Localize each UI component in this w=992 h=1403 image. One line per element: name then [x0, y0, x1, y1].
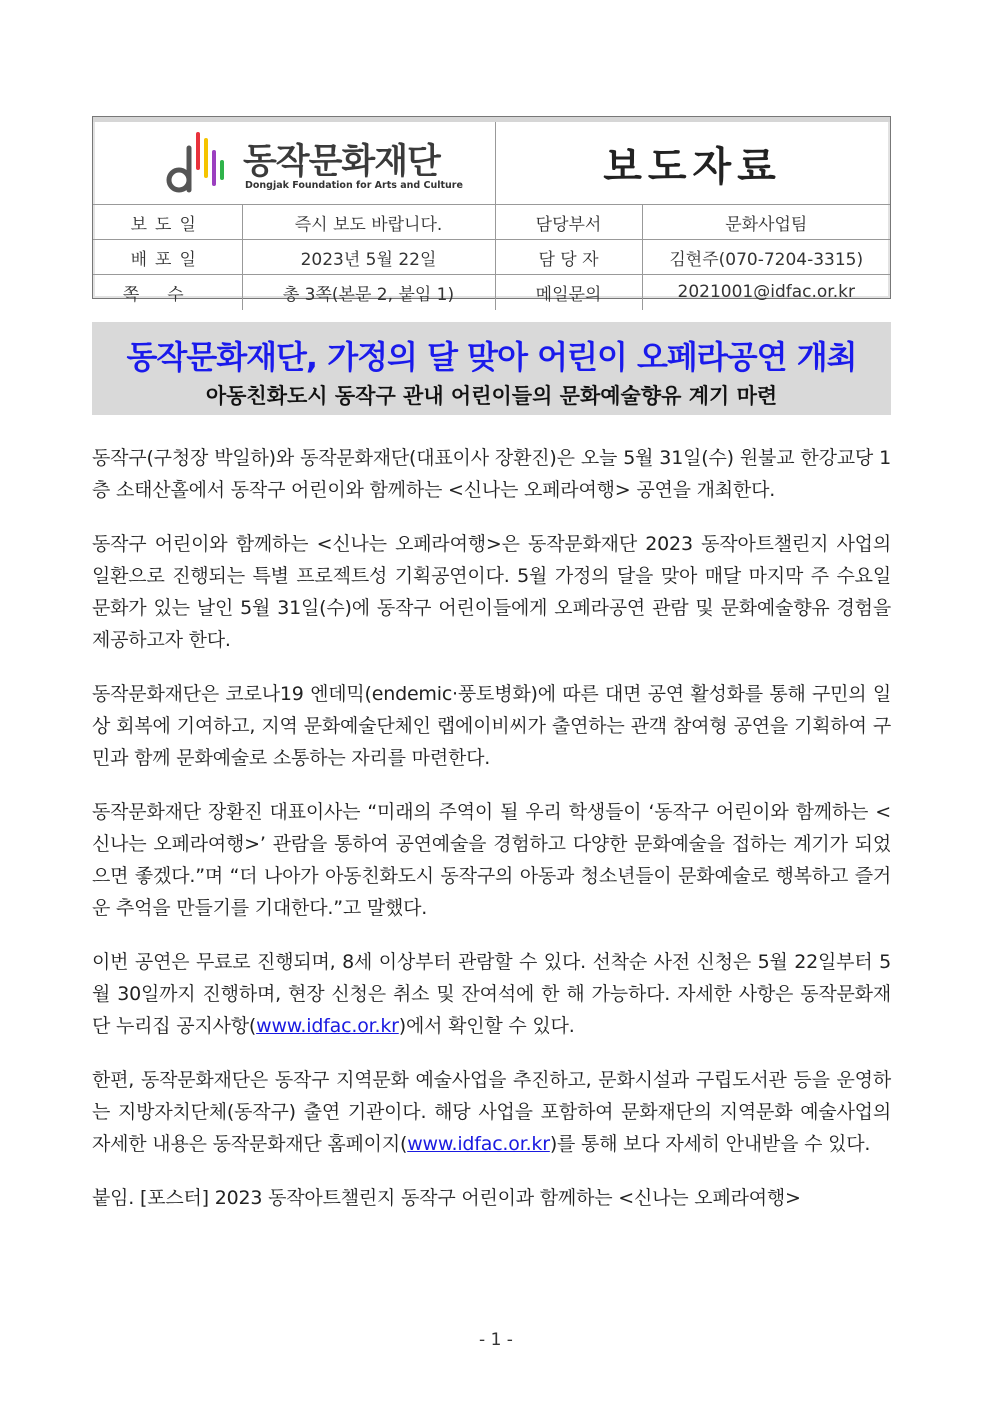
info-row [93, 240, 890, 275]
info-value: 김현주(070-7204-3315) [642, 240, 890, 275]
info-label: 쪽수 [93, 275, 242, 310]
press-release-header [92, 116, 891, 305]
info-label: 담당부서 [495, 205, 642, 240]
headline-box [92, 322, 891, 415]
paragraph: 동작문화재단 장환진 대표이사는 “미래의 주역이 될 우리 학생들이 ‘동작구 어린이와 함께하는 <신나는 오페라여행>’ 관람을 통하여 공연예술을 경험하고 다양한 문화예술을 접하는 계기가 되었으면 좋겠다.”며 “더 나아가 아동친화도시 동작구의 아동과 청소년들이 문화예술로 행복하고 즐거운 추억을 만들기를 기대한다.”고 말했다. [92, 801, 891, 919]
foundation-logo-icon [165, 128, 227, 194]
paragraph-text: 한편, 동작문화재단은 동작구 지역문화 예술사업을 추진하고, 문화시설과 구립도서관 등을 운영하는 지방자치단체(동작구) 출연 기관이다. 해당 사업을 포함하여 문화재단의 지역문화 예술사업의 자세한 내용은 동작문화재단 홈페이지( [92, 1069, 891, 1155]
website-link[interactable]: www.idfac.or.kr [256, 1015, 399, 1037]
doc-title: 보도자료 [603, 143, 782, 190]
page-number: - 1 - [479, 1330, 513, 1350]
info-value: 문화사업팀 [642, 205, 890, 240]
paragraph: 동작구(구청장 박일하)와 동작문화재단(대표이사 장환진)은 오늘 5월 31일(수) 원불교 한강교당 1층 소태산홀에서 동작구 어린이와 함께하는 <신나는 오페라여행> 공연을 개최한다. [92, 447, 891, 501]
info-row [93, 275, 890, 310]
info-label: 담 당 자 [495, 240, 642, 275]
logo-cell [93, 122, 496, 204]
org-name: 동작문화재단 [243, 142, 440, 182]
info-value: 총 3쪽(본문 2, 붙임 1) [242, 275, 495, 310]
paragraph [92, 1064, 891, 1160]
org-name-english: Dongjak Foundation for Arts and Culture [245, 180, 463, 191]
attachment-note: 붙임. [포스터] 2023 동작아트챌린지 동작구 어린이과 함께하는 <신나는 오페라여행> [92, 1187, 801, 1209]
paragraph: 동작구 어린이와 함께하는 <신나는 오페라여행>은 동작문화재단 2023 동작아트챌린지 사업의 일환으로 진행되는 특별 프로젝트성 기획공연이다. 5월 가정의 달을 맞아 매달 마지막 주 수요일 문화가 있는 날인 5월 31일(수)에 동작구 어린이들에게 오페라공연 관람 및 문화예술향유 경험을 제공하고자 한다. [92, 533, 891, 651]
paragraph-text: )를 통해 보다 자세히 안내받을 수 있다. [549, 1133, 871, 1155]
headline: 동작문화재단, 가정의 달 맞아 어린이 오페라공연 개최 [126, 338, 857, 376]
subheadline: 아동친화도시 동작구 관내 어린이들의 문화예술향유 계기 마련 [205, 384, 778, 408]
paragraph [92, 946, 891, 1042]
paragraph: 동작문화재단은 코로나19 엔데믹(endemic·풍토병화)에 따른 대면 공연 활성화를 통해 구민의 일상 회복에 기여하고, 지역 문화예술단체인 랩에이비씨가 출연하는 관객 참여형 공연을 기획하여 구민과 함께 문화예술로 소통하는 자리를 마련한다. [92, 683, 891, 769]
article-body [92, 442, 891, 1236]
paragraph-text: )에서 확인할 수 있다. [398, 1015, 575, 1037]
info-label: 보도일 [93, 205, 242, 240]
website-link[interactable]: www.idfac.or.kr [407, 1133, 550, 1155]
info-value: 즉시 보도 바랍니다. [242, 205, 495, 240]
info-table [93, 204, 890, 310]
info-value: 2023년 5월 22일 [242, 240, 495, 275]
paragraph-text: 이번 공연은 무료로 진행되며, 8세 이상부터 관람할 수 있다. 선착순 사전 신청은 5월 22일부터 5월 30일까지 진행하며, 현장 신청은 취소 및 잔여석에 한 해 가능하다. 자세한 사항은 동작문화재단 누리집 공지사항( [92, 951, 891, 1037]
info-row [93, 205, 890, 240]
info-label: 배포일 [93, 240, 242, 275]
info-label: 메일문의 [495, 275, 642, 310]
doc-title-cell [495, 122, 890, 204]
info-value[interactable]: 2021001@idfac.or.kr [642, 275, 890, 310]
